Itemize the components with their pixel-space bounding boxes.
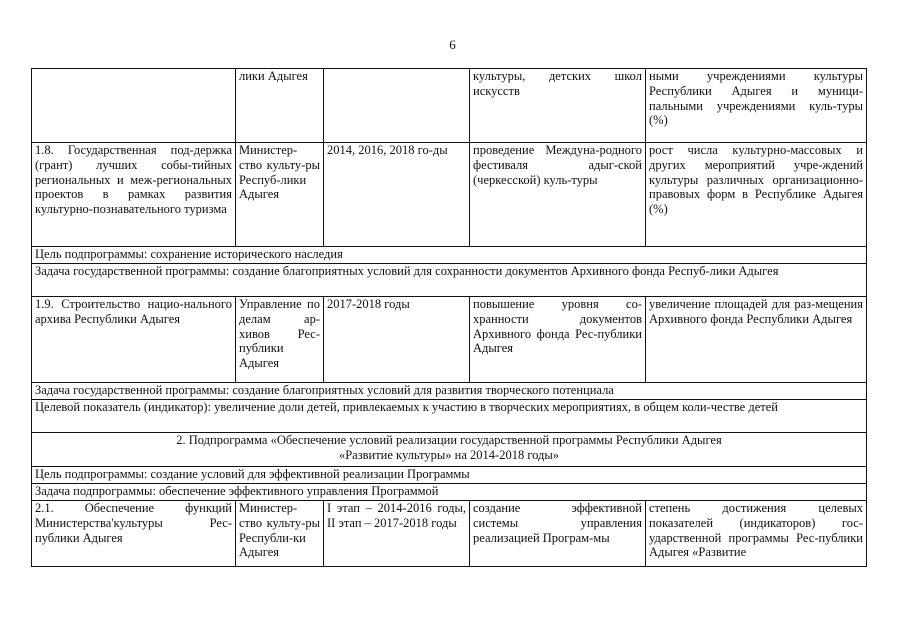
table-cell: I этап – 2014-2016 годы, II этап – 2017-2018 годы — [324, 501, 470, 567]
table-cell: 2014, 2016, 2018 го-ды — [324, 143, 470, 247]
table-cell: культуры, детских школ искусств — [470, 69, 646, 143]
table-cell: Министер-ство культу-ры Респуб-лики Адыгея — [236, 143, 324, 247]
section-heading: Задача государственной программы: создание благоприятных условий для сохранности документов Архивного фонда Респуб-лики Адыгея — [32, 264, 867, 297]
table-cell: ными учреждениями культуры Республики Адыгея и муници-пальными учреждениями куль-туры (%) — [646, 69, 867, 143]
table-cell: рост числа культурно-массовых и других мероприятий учре-ждений культуры различных организационно-правовых форм в Республике Адыгея (%) — [646, 143, 867, 247]
table-cell: лики Адыгея — [236, 69, 324, 143]
table-cell: степень достижения целевых показателей (индикаторов) гос-ударственной программы Рес-публики Адыгея «Развитие — [646, 501, 867, 567]
table-cell — [324, 69, 470, 143]
section-heading: Задача государственной программы: создание благоприятных условий для развития творческого потенциала — [32, 383, 867, 400]
section-heading: Задача подпрограммы: обеспечение эффективного управления Программой — [32, 484, 867, 501]
table-row — [32, 467, 867, 484]
table-cell: 1.9. Строительство нацио-нального архива Республики Адыгея — [32, 297, 236, 383]
table-cell: Министер-ство культу-ры Республи-ки Адыгея — [236, 501, 324, 567]
table-row — [32, 297, 867, 383]
program-table — [31, 68, 867, 567]
table-cell: проведение Междуна-родного фестиваля адыг-ской (черкесской) куль-туры — [470, 143, 646, 247]
table-row — [32, 247, 867, 264]
table-cell: повышение уровня со-хранности документов Архивного фонда Рес-публики Адыгея — [470, 297, 646, 383]
table-cell: 2.1. Обеспечение функций Министерства'культуры Рес-публики Адыгея — [32, 501, 236, 567]
table-row — [32, 484, 867, 501]
table-row — [32, 501, 867, 567]
table-row — [32, 69, 867, 143]
table-cell: Управление по делам ар-хивов Рес-публики Адыгея — [236, 297, 324, 383]
subprogram-title: 2. Подпрограмма «Обеспечение условий реализации государственной программы Республики Адыгея «Развитие культуры» на 2014-2018 годы» — [32, 433, 867, 467]
table-cell: создание эффективной системы управления реализацией Програм-мы — [470, 501, 646, 567]
table-row — [32, 383, 867, 400]
section-heading: Цель подпрограммы: сохранение исторического наследия — [32, 247, 867, 264]
table-cell: 1.8. Государственная под-держка (грант) лучших собы-тийных региональных и меж-региональных проектов в рамках развития культурно-познавательного туризма — [32, 143, 236, 247]
page-number: 6 — [449, 37, 456, 52]
section-heading: Целевой показатель (индикатор): увеличение доли детей, привлекаемых к участию в творческих мероприятиях, в общем коли-честве детей — [32, 400, 867, 433]
table-cell: 2017-2018 годы — [324, 297, 470, 383]
table-cell — [32, 69, 236, 143]
table-row — [32, 400, 867, 433]
section-heading: Цель подпрограммы: создание условий для эффективной реализации Программы — [32, 467, 867, 484]
table-row — [32, 143, 867, 247]
table-row — [32, 264, 867, 297]
table-row — [32, 433, 867, 467]
table-cell: увеличение площадей для раз-мещения Архивного фонда Республики Адыгея — [646, 297, 867, 383]
